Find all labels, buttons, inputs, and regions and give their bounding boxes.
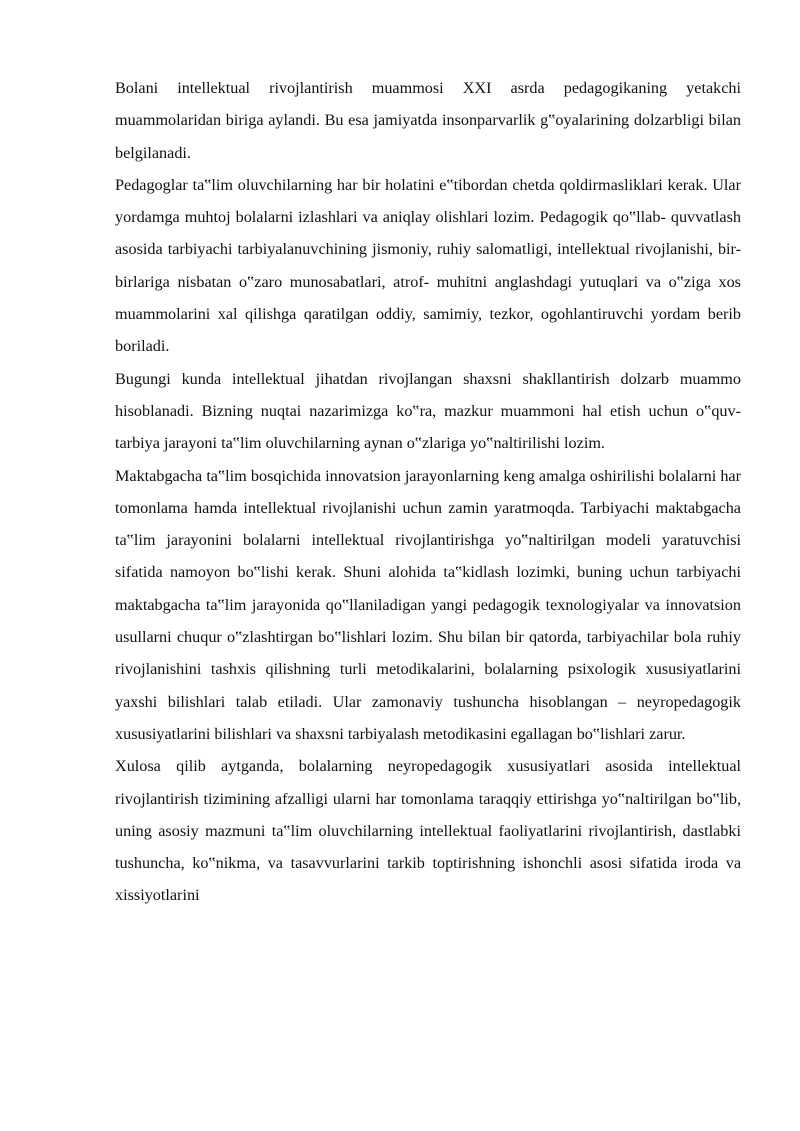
paragraph-intro: Bolani intellektual rivojlantirish muammosi XXI asrda pedagogikaning yetakchi muammolaridan biriga aylandi. Bu esa jamiyatda insonparvarlik g‟oyalarining dolzarbligi bilan belgilanadi.: [115, 79, 741, 162]
paragraph-today: Bugungi kunda intellektual jihatdan rivojlangan shaxsni shakllantirish dolzarb muammo hisoblanadi. Bizning nuqtai nazarimizga ko‟ra, mazkur muammoni hal etish uchun o‟quv- tarbiya jarayoni ta‟lim oluvchilarning aynan o‟zlariga yo‟naltirilishi lozim.: [115, 369, 741, 453]
paragraph-preschool: Maktabgacha ta‟lim bosqichida innovatsion jarayonlarning keng amalga oshirilishi bolalarni har tomonlama hamda intellektual rivojlanishi uchun zamin yaratmoqda. Tarbiyachi maktabgacha ta‟lim jarayonini bolalarni intellektual rivojlantirishga yo‟naltirilgan modeli yaratuvchisi sifatida namoyon bo‟lishi kerak. Shuni alohida ta‟kidlash lozimki, buning uchun tarbiyachi maktabgacha ta‟lim jarayonida qo‟llaniladigan yangi pedagogik texnologiyalar va innovatsion usullarni chuqur o‟zlashtirgan bo‟lishlari lozim. Shu bilan bir qatorda, tarbiyachilar bola ruhiy rivojlanishini tashxis qilishning turli metodikalarini, bolalarning psixologik xususiyatlarini yaxshi bilishlari talab etiladi. Ular zamonaviy tushuncha hisoblangan – neyropedagogik xususiyatlarini bilishlari va shaxsni tarbiyalash metodikasini egallagan bo‟lishlari zarur.: [115, 466, 741, 743]
paragraph-conclusion: Xulosa qilib aytganda, bolalarning neyropedagogik xususiyatlari asosida intellektual rivojlantirish tizimining afzalligi ularni har tomonlama taraqqiy ettirishga yo‟naltirilgan bo‟lib, uning asosiy mazmuni ta‟lim oluvchilarning intellektual faoliyatlarini rivojlantirish, dastlabki tushuncha, ko‟nikma, va tasavvurlarini tarkib toptirishning ishonchli asosi sifatida iroda va xissiyotlarini: [115, 757, 741, 905]
paragraph-pedagogues: Pedagoglar ta‟lim oluvchilarning har bir holatini e‟tibordan chetda qoldirmasliklari kerak. Ular yordamga muhtoj bolalarni izlashlari va aniqlay olishlari lozim. Pedagogik qo‟llab- quvvatlash asosida tarbiyachi tarbiyalanuvchining jismoniy, ruhiy salomatligi, intellektual rivojlanishi, bir-birlariga nisbatan o‟zaro munosabatlari, atrof- muhitni anglashdagi yutuqlari va o‟ziga xos muammolarini xal qilishga qaratilgan oddiy, samimiy, tezkor, ogohlantiruvchi yordam berib boriladi.: [115, 175, 741, 356]
document-page: [115, 72, 741, 912]
